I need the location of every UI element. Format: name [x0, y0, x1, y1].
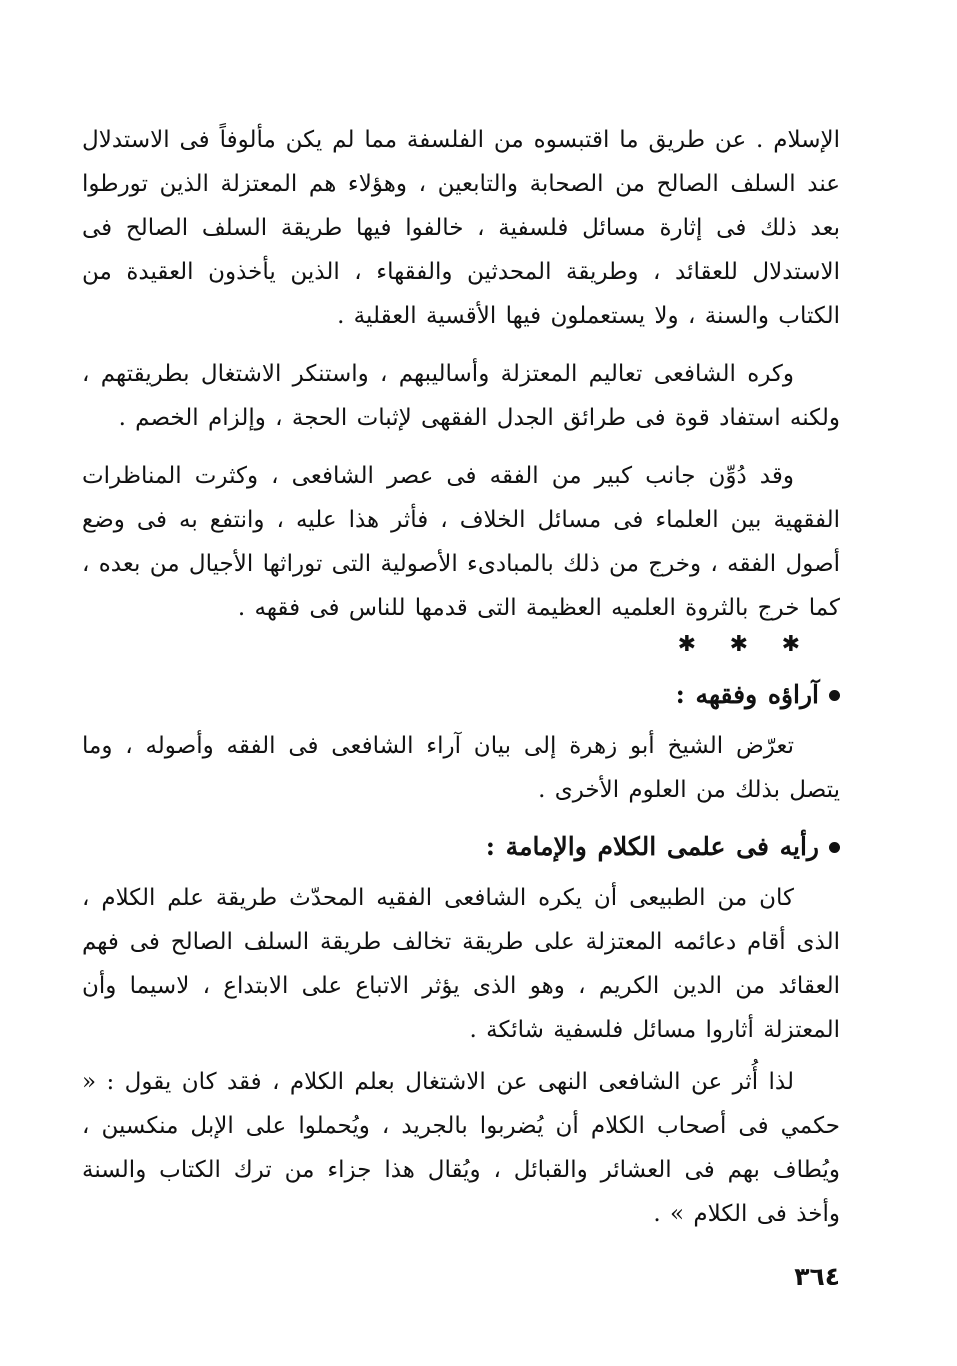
paragraph-6: لذا أُثر عن الشافعى النهى عن الاشتغال بعلم الكلام ، فقد كان يقول : « حكمي فى أصحاب الكلام أن يُضربوا بالجريد ، ويُحملوا على الإبل منكسين ، ويُطاف بهم فى العشائر والقبائل ، ويُقال هذا جزاء من ترك الكتاب والسنة وأخذ فى الكلام » . — [82, 1069, 840, 1227]
separator-star-icon: ✱ — [781, 632, 800, 657]
paragraph-4: تعرّض الشيخ أبو زهرة إلى بيان آراء الشافعى فى الفقه وأصوله ، وما يتصل بذلك من العلوم الأخرى . — [82, 733, 840, 803]
section-heading-text: آراؤه وفقهه : — [675, 680, 819, 709]
section-heading-opinions — [82, 672, 840, 718]
separator-star-icon: ✱ — [729, 632, 748, 657]
bullet-icon — [829, 842, 840, 853]
page-number: ٣٦٤ — [794, 1262, 840, 1291]
section-heading-kalam — [82, 824, 840, 870]
bullet-icon — [829, 690, 840, 701]
text-column — [82, 118, 840, 1236]
separator-star-icon: ✱ — [677, 632, 696, 657]
paragraph-1: الإسلام . عن طريق ما اقتبسوه من الفلسفة مما لم يكن مألوفاً فى الاستدلال عند السلف الصالح من الصحابة والتابعين ، وهؤلاء هم المعتزلة الذين تورطوا بعد ذلك فى إثارة مسائل فلسفية ، خالفوا فيها طريقة السلف الصالح فى الاستدلال للعقائد ، وطريقة المحدثين والفقهاء ، الذين يأخذون العقيدة من الكتاب والسنة ، ولا يستعملون فيها الأقسية العقلية . — [82, 127, 840, 329]
paragraph-5: كان من الطبيعى أن يكره الشافعى الفقيه المحدّث طريقة علم الكلام ، الذى أقام دعائمه المعتزلة على طريقة تخالف طريقة السلف الصالح فى فهم العقائد من الدين الكريم ، وهو الذى يؤثر الاتباع على الابتداع ، لاسيما وأن المعتزلة أثاروا مسائل فلسفية شائكة . — [82, 885, 840, 1043]
paragraph-3: وقد دُوِّن جانب كبير من الفقه فى عصر الشافعى ، وكثرت المناظرات الفقهية بين العلماء فى مسائل الخلاف ، فأثر هذا عليه ، وانتفع به فى وضع أصول الفقه ، وخرج من ذلك بالمبادىء الأصولية التى توراثها الأجيال من بعده ، كما خرج بالثروة العلميه العظيمة التى قدمها للناس فى فقهه . — [82, 463, 840, 621]
section-heading-text: رأيه فى علمى الكلام والإمامة : — [485, 832, 819, 861]
paragraph-2: وكره الشافعى تعاليم المعتزلة وأساليبهم ، واستنكر الاشتغال بطريقتهم ، ولكنه استفاد قوة فى طرائق الجدل الفقهى لإثبات الحجة ، وإلزام الخصم . — [82, 361, 840, 431]
section-separator — [82, 630, 840, 660]
